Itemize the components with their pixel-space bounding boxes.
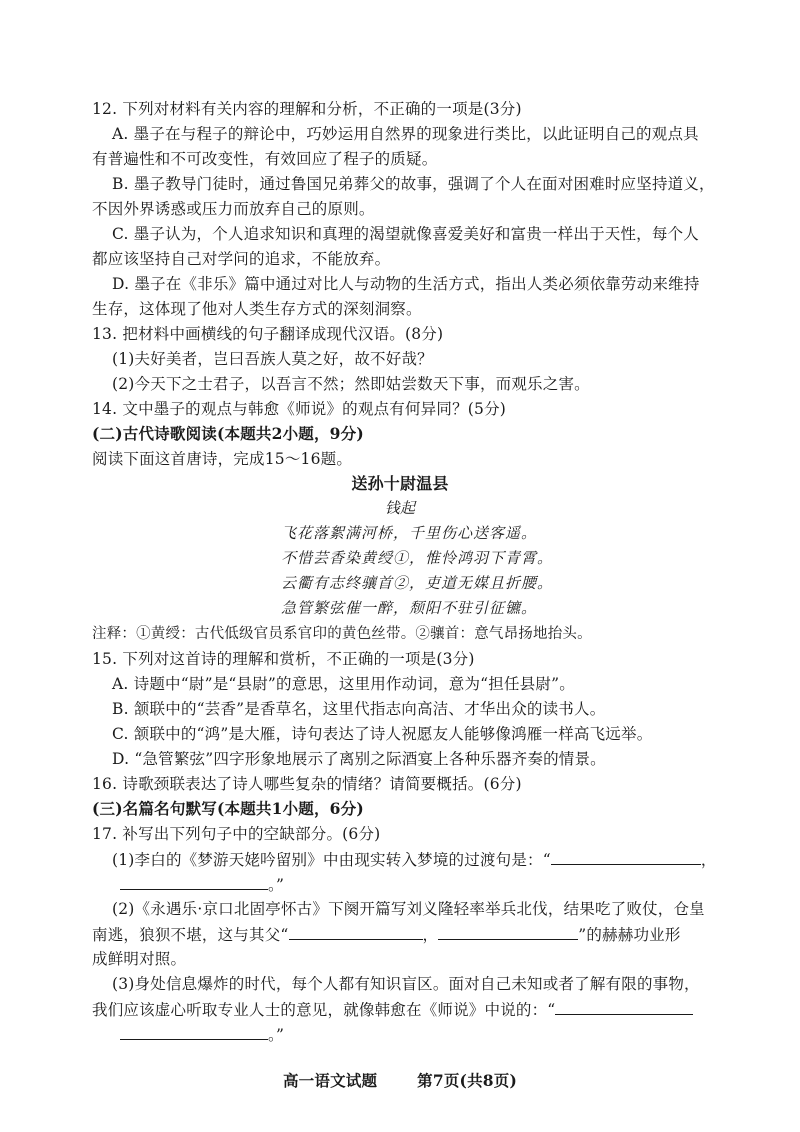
q12-option-d-cont: 生存，这体现了他对人类生存方式的深刻洞察。 — [92, 300, 422, 318]
q17-blank-5[interactable] — [555, 999, 693, 1015]
q17-blank-3[interactable] — [289, 924, 423, 940]
q17-part1-comma: ， — [700, 851, 717, 869]
poem-author: 钱起 — [384, 499, 416, 517]
poem-line-4: 急管繁弦催一醉，颓阳不驻引征镳。 — [281, 599, 538, 617]
q17-part3-line2 — [92, 999, 693, 1020]
q15-option-c: C. 颔联中的“鸿”是大雁，诗句表达了诗人祝愿友人能够像鸿雁一样高飞远举。 — [112, 725, 653, 743]
q17-part3-line3 — [92, 1024, 284, 1045]
q15-option-a: A. 诗题中“尉”是“县尉”的意思，这里用作动词，意为“担任县尉”。 — [112, 675, 575, 693]
q17-part1-text: (1)李白的《梦游天姥吟留别》中由现实转入梦境的过渡句是：“ — [112, 851, 551, 869]
q17-part3-line1: (3)身处信息爆炸的时代，每个人都有知识盲区。面对自己未知或者了解有限的事物， — [112, 975, 700, 993]
q15-stem: 15. 下列对这首诗的理解和赏析，不正确的一项是(3分) — [92, 650, 475, 668]
q17-part2-comma: ， — [422, 926, 439, 944]
q12-option-c: C. 墨子认为，个人追求知识和真理的渴望就像喜爱美好和富贵一样出于天性，每个人 — [112, 225, 699, 243]
q14-stem: 14. 文中墨子的观点与韩愈《师说》的观点有何异同？(5分) — [92, 400, 507, 418]
poem-line-1: 飞花落絮满河桥，千里伤心送客遥。 — [281, 524, 538, 542]
q12-option-a-cont: 有普遍性和不可改变性，有效回应了程子的质疑。 — [92, 150, 438, 168]
q13-item-1: (1)夫好美者，岂曰吾族人莫之好，故不好哉？ — [112, 350, 433, 368]
q12-option-a: A. 墨子在与程子的辩论中，巧妙运用自然界的现象进行类比，以此证明自己的观点具 — [112, 125, 699, 143]
q12-stem: 12. 下列对材料有关内容的理解和分析，不正确的一项是(3分) — [92, 100, 522, 118]
q17-part3-end: 。” — [268, 1026, 285, 1044]
q15-option-d: D. “急管繁弦”四字形象地展示了离别之际酒宴上各种乐器齐奏的情景。 — [112, 750, 606, 768]
q17-part1-line2 — [92, 874, 284, 895]
q17-blank-1[interactable] — [551, 849, 701, 865]
q17-stem: 17. 补写出下列句子中的空缺部分。(6分) — [92, 825, 381, 843]
q17-part1-end: 。” — [268, 876, 285, 894]
q15-option-b: B. 颔联中的“芸香”是香草名，这里代指志向高洁、才华出众的读书人。 — [112, 700, 606, 718]
poem-line-2: 不惜芸香染黄绶①，惟怜鸿羽下青霄。 — [281, 549, 554, 567]
footer-subject: 高一语文试题 — [282, 1071, 378, 1090]
q17-part2-line3: 成鲜明对照。 — [92, 950, 187, 968]
q17-part1-line1 — [112, 849, 717, 870]
q17-part3-text: 我们应该虚心听取专业人士的意见，就像韩愈在《师说》中说的：“ — [92, 1001, 556, 1019]
q12-option-d: D. 墨子在《非乐》篇中通过对比人与动物的生活方式，指出人类必须依靠劳动来维持 — [112, 275, 700, 293]
q17-blank-2[interactable] — [120, 874, 268, 890]
q17-blank-4[interactable] — [438, 924, 578, 940]
section2-heading: (二)古代诗歌阅读(本题共2小题，9分) — [92, 424, 364, 443]
q16-stem: 16. 诗歌颈联表达了诗人哪些复杂的情绪？请简要概括。(6分) — [92, 775, 522, 793]
q17-part2-line1: (2)《永遇乐·京口北固亭怀古》下阕开篇写刘义隆轻率举兵北伐，结果吃了败仗，仓皇 — [112, 900, 705, 918]
q17-part2-text: 南逃，狼狈不堪，这与其父“ — [92, 926, 289, 944]
section3-heading: (三)名篇名句默写(本题共1小题，6分) — [92, 799, 364, 818]
q17-blank-6[interactable] — [120, 1024, 268, 1040]
footer-page-number: 第7页(共8页) — [417, 1071, 518, 1090]
q12-option-c-cont: 都应该坚持自己对学问的追求，不能放弃。 — [92, 250, 391, 268]
q12-option-b-cont: 不因外界诱惑或压力而放弃自己的原则。 — [92, 200, 375, 218]
q13-stem: 13. 把材料中画横线的句子翻译成现代汉语。(8分) — [92, 325, 444, 343]
page-footer — [0, 1071, 800, 1091]
q12-option-b: B. 墨子教导门徒时，通过鲁国兄弟葬父的故事，强调了个人在面对困难时应坚持道义， — [112, 175, 715, 193]
poem-title: 送孙十尉温县 — [351, 474, 449, 493]
section2-intro: 阅读下面这首唐诗，完成15～16题。 — [92, 450, 353, 468]
q17-part2-line2 — [92, 924, 681, 945]
q17-part2-text-after: ”的赫赫功业形 — [578, 926, 681, 944]
poem-note: 注释：①黄绶：古代低级官员系官印的黄色丝带。②骧首：意气昂扬地抬头。 — [92, 626, 592, 642]
poem-line-3: 云衢有志终骧首②，吏道无媒且折腰。 — [281, 574, 554, 592]
q13-item-2: (2)今天下之士君子，以吾言不然；然即姑尝数天下事，而观乐之害。 — [112, 375, 590, 393]
